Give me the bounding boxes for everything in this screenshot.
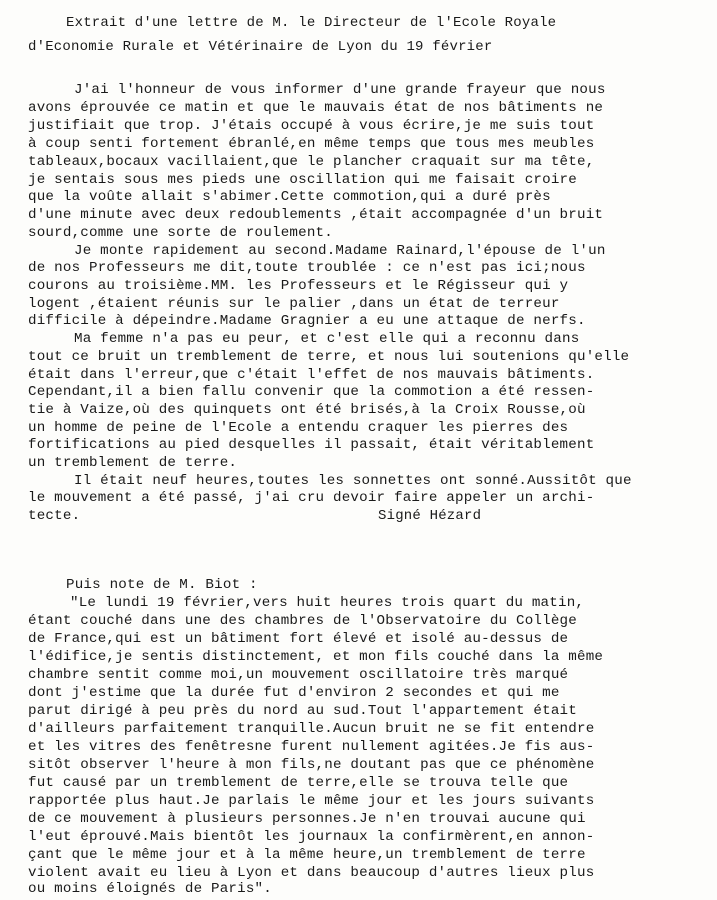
note-line: "Le lundi 19 février,vers huit heures trois quart du matin, <box>70 595 585 611</box>
letter-line: fortifications au pied desquelles il passait, était véritablement <box>28 437 595 453</box>
letter-line: de nos Professeurs me dit,toute troublée : ce n'est pas ici;nous <box>28 260 586 276</box>
letter-line: Je monte rapidement au second.Madame Rainard,l'épouse de l'un <box>74 243 606 259</box>
letter-line: logent ,étaient réunis sur le palier ,dans un état de terreur <box>28 296 560 312</box>
letter-line: J'ai l'honneur de vous informer d'une grande frayeur que nous <box>74 82 606 98</box>
letter-line: que la voûte allait s'abimer.Cette commotion,qui a duré près <box>28 189 551 205</box>
letter-line: Cependant,il a bien fallu convenir que la commotion a été ressen- <box>28 384 595 400</box>
note-line: étant couché dans une des chambres de l'Observatoire du Collège <box>28 613 577 629</box>
letter-line: justifiait que trop. J'étais occupé à vous écrire,je me suis tout <box>28 118 595 134</box>
letter-line: le mouvement a été passé, j'ai cru devoir faire appeler un archi- <box>28 490 595 506</box>
letter-line: tie à Vaize,où des quinquets ont été brisés,à la Croix Rousse,où <box>28 402 586 418</box>
note-line: parut dirigé à peu près du nord au sud.Tout l'appartement était <box>28 703 577 719</box>
note-line: ou moins éloignés de Paris". <box>28 881 272 897</box>
header-line-1: Extrait d'une lettre de M. le Directeur de l'Ecole Royale <box>66 15 557 31</box>
letter-line: à coup senti fortement ébranlé,en même temps que tous mes meubles <box>28 136 595 152</box>
letter-line: courons au troisième.MM. les Professeurs et le Régisseur qui y <box>28 278 569 294</box>
note-line: fut causé par un tremblement de terre,elle se trouva telle que <box>28 775 569 791</box>
signature: Signé Hézard <box>378 508 482 524</box>
letter-line: tableaux,bocaux vacillaient,que le plancher craquait sur ma tête, <box>28 154 595 170</box>
note-line: dont j'estime que la durée fut d'environ 2 secondes et qui me <box>28 685 560 701</box>
note-line: violent avait eu lieu à Lyon et dans beaucoup d'autres lieux plus <box>28 865 595 881</box>
header-line-2: d'Economie Rurale et Vétérinaire de Lyon du 19 février <box>28 39 493 55</box>
letter-line: un tremblement de terre. <box>28 455 238 471</box>
letter-line: d'une minute avec deux redoublements ,était accompagnée d'un bruit <box>28 207 604 223</box>
note-line: d'ailleurs parfaitement tranquille.Aucun bruit ne se fit entendre <box>28 721 595 737</box>
note-line: çant que le même jour et à la même heure,un tremblement de terre <box>28 847 586 863</box>
letter-line: avons éprouvée ce matin et que le mauvais état de nos bâtiments ne <box>28 100 604 116</box>
letter-line: Ma femme n'a pas eu peur, et c'est elle qui a reconnu dans <box>74 331 580 347</box>
letter-line: difficile à dépeindre.Madame Gragnier a eu une attaque de nerfs. <box>28 313 586 329</box>
note-intro: Puis note de M. Biot : <box>66 577 258 593</box>
note-line: l'eut éprouvé.Mais bientôt les journaux la confirmèrent,en annon- <box>28 829 595 845</box>
note-line: rapportée plus haut.Je parlais le même jour et les jours suivants <box>28 793 595 809</box>
note-line: chambre sentit comme moi,un mouvement oscillatoire très marqué <box>28 667 569 683</box>
letter-line: tout ce bruit un tremblement de terre, et nous lui soutenions qu'elle <box>28 349 630 365</box>
note-line: l'édifice,je sentis distinctement, et mon fils couché dans la même <box>28 649 604 665</box>
letter-line: un homme de peine de l'Ecole a entendu craquer les pierres des <box>28 420 569 436</box>
note-line: de France,qui est un bâtiment fort élevé et isolé au-dessus de <box>28 631 569 647</box>
note-line: et les vitres des fenêtresne furent nullement agitées.Je fis aus- <box>28 739 595 755</box>
letter-line: sourd,comme une sorte de roulement. <box>28 225 333 241</box>
letter-line: je sentais sous mes pieds une oscillation qui me faisait croire <box>28 172 577 188</box>
note-line: de ce mouvement à plusieurs personnes.Je n'en trouvai aucune qui <box>28 811 586 827</box>
note-line: sitôt observer l'heure à mon fils,ne doutant pas que ce phénomène <box>28 757 595 773</box>
letter-line: était dans l'erreur,que c'était l'effet de nos mauvais bâtiments. <box>28 367 595 383</box>
letter-line: Il était neuf heures,toutes les sonnettes ont sonné.Aussitôt que <box>74 473 632 489</box>
letter-line: tecte. <box>28 508 81 524</box>
